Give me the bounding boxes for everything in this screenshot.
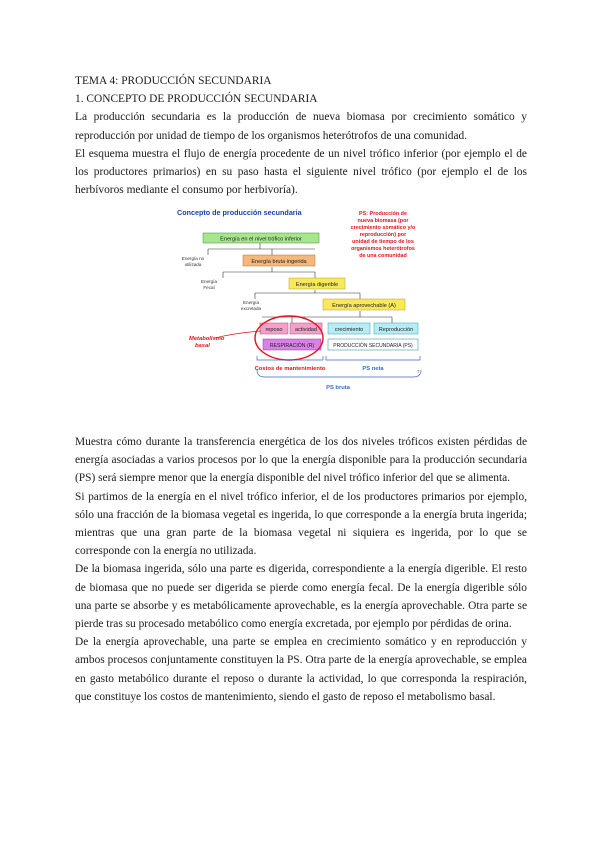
box-crecimiento-label: crecimiento [334,327,364,333]
box-bruta-ingerida-label: Energía bruta ingerida [251,259,307,265]
ps-note-line: unidad de tiempo de los [352,239,414,245]
paragraph: La producción secundaria es la producción de nueva biomasa por crecimiento somático y reproducción por unidad de tiempo de los organismos heterótrofos de una comunidad. [75,111,527,142]
ps-note-line: crecimiento somático y/o [350,225,416,231]
paragraph: Si partimos de la energía en el nivel trófico inferior, el de los productores primarios por ejemplo, sólo una fracción de la biomasa vegetal es ingerida, lo que corresponde a la energía bruta ingerida; mientras que una gran parte de la biomasa vegetal ni siquiera es ingerida, por lo que se corresponde con la energía no utilizada. [75,490,527,558]
box-respiracion-label: RESPIRACIÓN (R) [269,343,315,349]
box-actividad-label: actividad [294,327,318,333]
paragraph: De la biomasa ingerida, sólo una parte es digerida, correspondiente a la energía digerible. El resto de biomasa que no puede ser digerida se pierde como energía fecal. De la energía digerible sólo una parte se absorbe y es metabólicamente aprovechable, es la energía aprovechable. Otra parte se pierde tras su procesado metabólico como energía excretada, por ejemplo por pérdidas de orina. [75,563,527,631]
label-metabolismo-2: basal [195,343,210,349]
page-mark: 7 [417,369,420,374]
label-excretada-2: excretada [240,306,262,311]
paragraph: De la energía aprovechable, una parte se emplea en crecimiento somático y en reproducción y ambos procesos conjuntamente constituyen la PS. Otra parte de la energía aprovechable, se emplea en gasto metabólico durante el reposo o durante la actividad, lo que corresponda la respiración, que constituye los costos de mantenimiento, siendo el gasto de reposo el metabolismo basal. [75,636,527,703]
box-reproduccion-label: Reproducción [378,327,414,333]
diagram-title: Concepto de producción secundaria [177,208,302,217]
box-nivel-inferior-label: Energía en el nivel trófico inferior [220,236,302,243]
production-diagram [165,205,435,402]
top-text-block [75,72,527,199]
bottom-text-block [75,433,527,706]
label-no-utilizada-2: utilizada [184,262,202,267]
label-ps-neta: PS neta [362,366,384,372]
ps-note-line: organismos heterótrofos [351,246,415,252]
ps-note [351,211,416,259]
ps-note-line: reproducción) por [359,232,407,238]
paragraph: Muestra cómo durante la transferencia energética de los dos niveles tróficos existen pérdidas de energía asociadas a varios procesos por lo que la energía disponible para la producción secundaria (PS) será siempre menor que la energía disponible del nivel trófico inferior del que se alimenta. [75,436,527,485]
label-ps-bruta: PS bruta [326,385,350,391]
section-title: 1. CONCEPTO DE PRODUCCIÓN SECUNDARIA [75,93,318,106]
ps-note-line: nueva biomasa (por [357,218,409,224]
topic-title: TEMA 4: PRODUCCIÓN SECUNDARIA [75,75,272,87]
box-produccion-label: PRODUCCIÓN SECUNDARIA (PS) [333,343,413,349]
label-fecal: Energía [200,279,218,284]
ps-note-line: PS: Producción de [359,211,407,217]
box-reposo-label: reposo [265,327,283,333]
label-costos: Costos de mantenimiento [254,366,326,372]
label-metabolismo: Metabolismo [189,336,225,342]
paragraph: El esquema muestra el flujo de energía procedente de un nivel trófico inferior (por ejemplo el de los productores primarios) en su paso hasta el siguiente nivel trófico (por ejemplo el de los herbívoros mediante el consumo por herbivoría). [75,147,527,197]
label-fecal-2: Fecal [203,285,215,290]
box-digerible-label: Energía digerible [295,282,339,288]
label-no-utilizada: Energía no [181,256,205,261]
box-aprovechable-label: Energía aprovechable (A) [332,303,396,309]
ps-note-line: de una comunidad [359,253,407,259]
label-excretada: Energía [242,300,260,305]
maintenance-ellipse [255,316,323,360]
